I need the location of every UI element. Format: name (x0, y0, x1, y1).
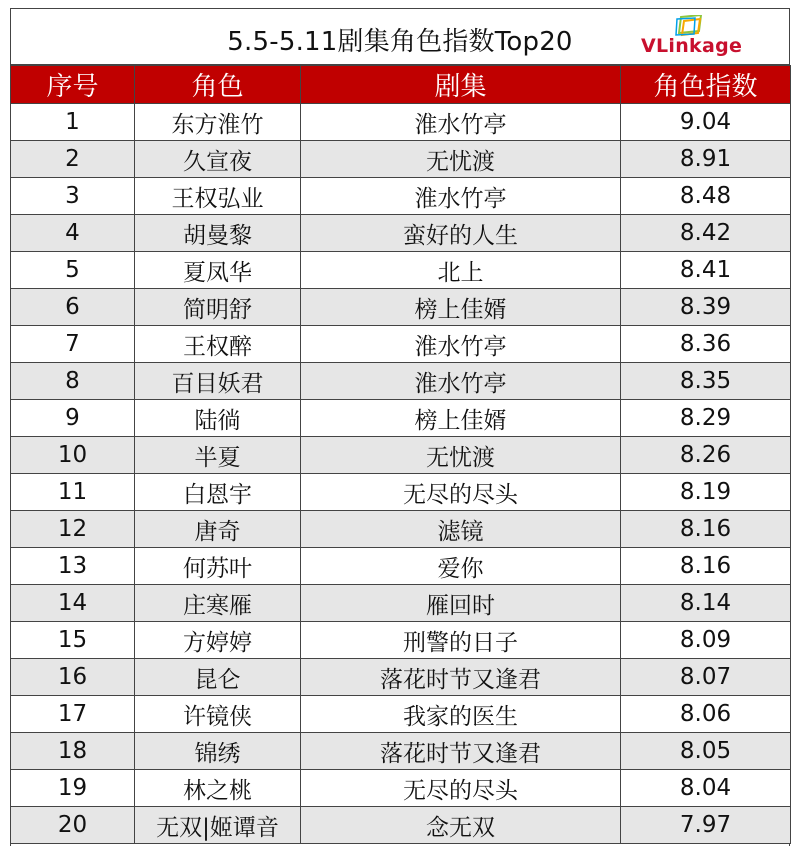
cell-rank: 4 (11, 215, 135, 252)
cell-drama: 淮水竹亭 (301, 178, 621, 215)
cell-rank: 20 (11, 807, 135, 844)
ranking-table (10, 65, 791, 844)
cell-drama: 刑警的日子 (301, 622, 621, 659)
table-row (11, 400, 791, 437)
cell-index: 8.42 (621, 215, 791, 252)
cell-role: 胡曼黎 (135, 215, 301, 252)
ranking-sheet (10, 8, 790, 846)
cell-drama: 无尽的尽头 (301, 770, 621, 807)
cell-role: 庄寒雁 (135, 585, 301, 622)
table-row (11, 326, 791, 363)
table-row (11, 141, 791, 178)
cell-index: 7.97 (621, 807, 791, 844)
cell-role: 许镜侠 (135, 696, 301, 733)
cell-index: 8.36 (621, 326, 791, 363)
table-row (11, 474, 791, 511)
cell-rank: 8 (11, 363, 135, 400)
cell-role: 白恩宇 (135, 474, 301, 511)
cell-index: 8.04 (621, 770, 791, 807)
cell-rank: 6 (11, 289, 135, 326)
table-row (11, 178, 791, 215)
cell-index: 8.26 (621, 437, 791, 474)
cell-index: 8.09 (621, 622, 791, 659)
table-row (11, 548, 791, 585)
cell-drama: 无尽的尽头 (301, 474, 621, 511)
cell-role: 方婷婷 (135, 622, 301, 659)
cell-rank: 19 (11, 770, 135, 807)
table-row (11, 252, 791, 289)
cell-drama: 榜上佳婿 (301, 289, 621, 326)
table-row (11, 733, 791, 770)
cell-rank: 2 (11, 141, 135, 178)
cell-rank: 16 (11, 659, 135, 696)
cell-role: 王权弘业 (135, 178, 301, 215)
cell-index: 8.91 (621, 141, 791, 178)
cell-drama: 雁回时 (301, 585, 621, 622)
cell-role: 半夏 (135, 437, 301, 474)
cell-rank: 13 (11, 548, 135, 585)
cell-rank: 17 (11, 696, 135, 733)
cell-rank: 11 (11, 474, 135, 511)
cell-rank: 18 (11, 733, 135, 770)
cell-rank: 5 (11, 252, 135, 289)
table-row (11, 622, 791, 659)
header-drama: 剧集 (301, 66, 621, 104)
table-row (11, 215, 791, 252)
table-row (11, 585, 791, 622)
table-row (11, 363, 791, 400)
cell-role: 东方淮竹 (135, 104, 301, 141)
cell-role: 久宣夜 (135, 141, 301, 178)
cell-rank: 7 (11, 326, 135, 363)
table-row (11, 289, 791, 326)
cell-drama: 我家的医生 (301, 696, 621, 733)
cell-role: 简明舒 (135, 289, 301, 326)
cell-drama: 无忧渡 (301, 437, 621, 474)
cell-index: 8.07 (621, 659, 791, 696)
cell-rank: 15 (11, 622, 135, 659)
title-row (11, 9, 789, 65)
table-row (11, 770, 791, 807)
cell-index: 8.05 (621, 733, 791, 770)
cell-drama: 北上 (301, 252, 621, 289)
cell-index: 8.48 (621, 178, 791, 215)
cell-rank: 14 (11, 585, 135, 622)
table-row (11, 511, 791, 548)
cell-drama: 蛮好的人生 (301, 215, 621, 252)
cell-rank: 9 (11, 400, 135, 437)
cell-drama: 滤镜 (301, 511, 621, 548)
cell-index: 8.35 (621, 363, 791, 400)
table-row (11, 104, 791, 141)
cell-role: 无双|姬谭音 (135, 807, 301, 844)
cell-drama: 淮水竹亭 (301, 363, 621, 400)
cell-drama: 爱你 (301, 548, 621, 585)
table-row (11, 807, 791, 844)
logo-text-suffix: age (702, 35, 743, 57)
table-row (11, 659, 791, 696)
cell-index: 9.04 (621, 104, 791, 141)
table-header-row (11, 66, 791, 104)
header-index: 角色指数 (621, 66, 791, 104)
cell-role: 百目妖君 (135, 363, 301, 400)
cell-role: 陆徜 (135, 400, 301, 437)
cell-index: 8.39 (621, 289, 791, 326)
cell-index: 8.16 (621, 511, 791, 548)
cell-role: 昆仑 (135, 659, 301, 696)
cell-drama: 落花时节又逢君 (301, 733, 621, 770)
cell-drama: 榜上佳婿 (301, 400, 621, 437)
vlinkage-logo (637, 13, 777, 61)
cell-role: 夏凤华 (135, 252, 301, 289)
cell-role: 林之桃 (135, 770, 301, 807)
header-rank: 序号 (11, 66, 135, 104)
cell-index: 8.19 (621, 474, 791, 511)
cell-index: 8.16 (621, 548, 791, 585)
cell-drama: 淮水竹亭 (301, 104, 621, 141)
cell-role: 王权醉 (135, 326, 301, 363)
cell-rank: 3 (11, 178, 135, 215)
logo-icon (675, 15, 705, 37)
table-row (11, 696, 791, 733)
logo-text (641, 35, 742, 57)
cell-drama: 落花时节又逢君 (301, 659, 621, 696)
cell-rank: 10 (11, 437, 135, 474)
header-role: 角色 (135, 66, 301, 104)
cell-index: 8.29 (621, 400, 791, 437)
table-row (11, 437, 791, 474)
cell-rank: 12 (11, 511, 135, 548)
cell-index: 8.14 (621, 585, 791, 622)
cell-role: 何苏叶 (135, 548, 301, 585)
cell-role: 唐奇 (135, 511, 301, 548)
cell-drama: 念无双 (301, 807, 621, 844)
cell-index: 8.06 (621, 696, 791, 733)
cell-drama: 无忧渡 (301, 141, 621, 178)
logo-text-prefix: VLink (641, 35, 702, 57)
cell-index: 8.41 (621, 252, 791, 289)
page-title: 5.5-5.11剧集角色指数Top20 (227, 27, 573, 57)
cell-role: 锦绣 (135, 733, 301, 770)
cell-rank: 1 (11, 104, 135, 141)
cell-drama: 淮水竹亭 (301, 326, 621, 363)
